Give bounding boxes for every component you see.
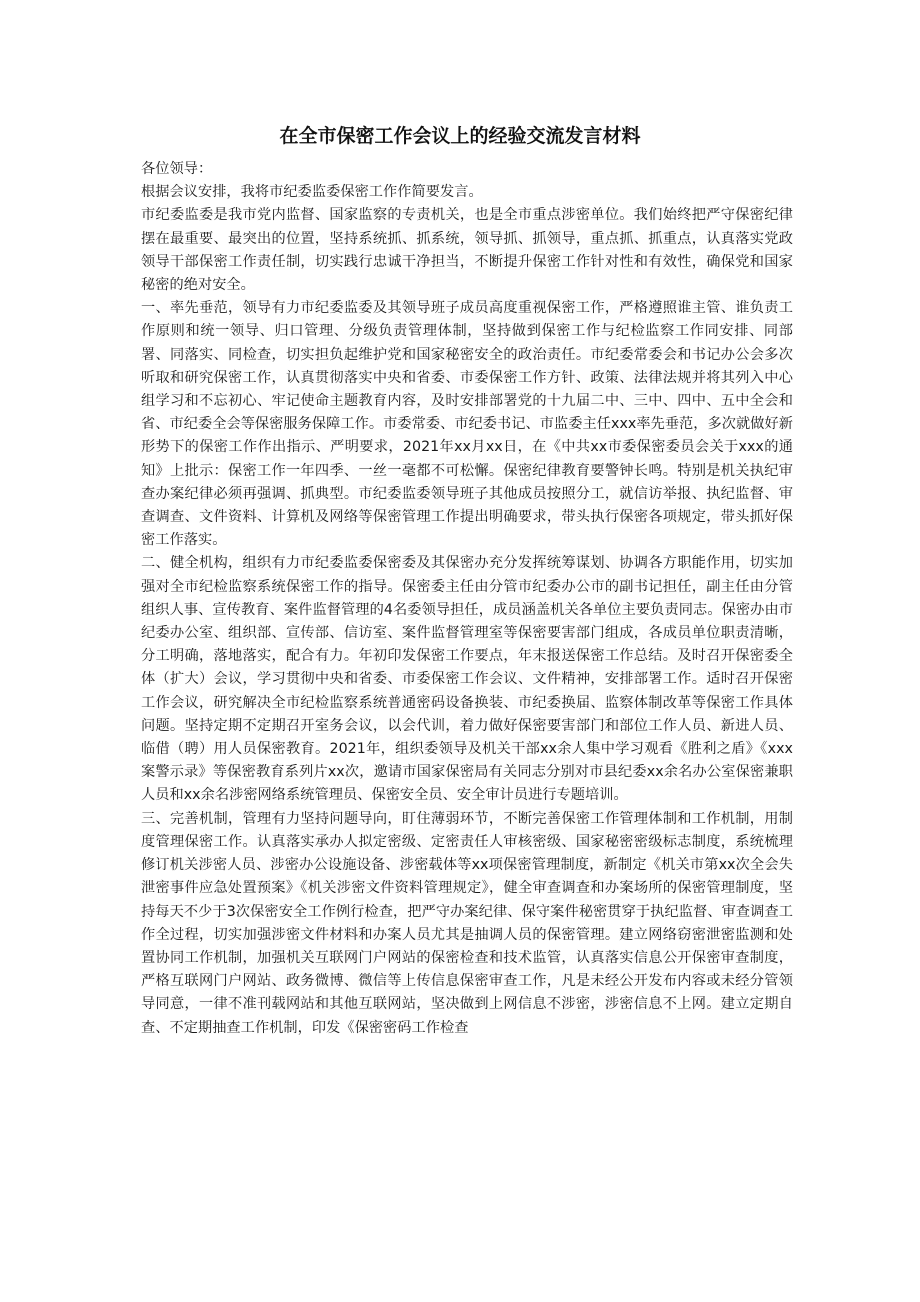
paragraph-section-one: 一、率先垂范，领导有力市纪委监委及其领导班子成员高度重视保密工作，严格遵照谁主管、谁负责工作原则和统一领导、归口管理、分级负责管理体制，坚持做到保密工作与纪检监察工作同安排、同部署、同落实、同检查，切实担负起维护党和国家秘密安全的政治责任。市纪委常委会和书记办公会多次听取和研究保密工作，认真贯彻落实中央和省委、市委保密工作方针、政策、法律法规并将其列入中心组学习和不忘初心、牢记使命主题教育内容，及时安排部署党的十九届二中、三中、四中、五中全会和省、市纪委全会等保密服务保障工作。市委常委、市纪委书记、市监委主任xxx率先垂范，多次就做好新形势下的保密工作作出指示、严明要求，2021年xx月xx日，在《中共xx市委保密委员会关于xxx的通知》上批示：保密工作一年四季、一丝一毫都不可松懈。保密纪律教育要警钟长鸣。特别是机关执纪审查办案纪律必须再强调、抓典型。市纪委监委领导班子其他成员按照分工，就信访举报、执纪监督、审查调查、文件资料、计算机及网络等保密管理工作提出明确要求，带头执行保密各项规定，带头抓好保密工作落实。 bbox=[141, 300, 793, 549]
document-title: 在全市保密工作会议上的经验交流发言材料 bbox=[279, 125, 641, 147]
paragraph-section-three: 三、完善机制，管理有力坚持问题导向，盯住薄弱环节，不断完善保密工作管理体制和工作机制，用制度管理保密工作。认真落实承办人拟定密级、定密责任人审核密级、国家秘密密级标志制度，系统梳理修订机关涉密人员、涉密办公设施设备、涉密载体等xx项保密管理制度，新制定《机关市第xx次全会失泄密事件应急处置预案》《机关涉密文件资料管理规定》，健全审查调查和办案场所的保密管理制度，坚持每天不少于3次保密安全工作例行检查，把严守办案纪律、保守案件秘密贯穿于执纪监督、审查调查工作全过程，切实加强涉密文件材料和办案人员尤其是抽调人员的保密管理。建立网络窃密泄密监测和处置协同工作机制，加强机关互联网门户网站的保密检查和技术监管，认真落实信息公开保密审查制度，严格互联网门户网站、政务微博、微信等上传信息保密审查工作，凡是未经公开发布内容或未经分管领导同意，一律不准刊载网站和其他互联网站，坚决做到上网信息不涉密，涉密信息不上网。建立定期自查、不定期抽查工作机制，印发《保密密码工作检查 bbox=[141, 810, 793, 1036]
paragraph-intro: 根据会议安排，我将市纪委监委保密工作作简要发言。 bbox=[141, 184, 483, 201]
document-body bbox=[141, 158, 793, 1040]
paragraph-overview: 市纪委监委是我市党内监督、国家监察的专责机关，也是全市重点涉密单位。我们始终把严守保密纪律摆在最重要、最突出的位置，坚持系统抓、抓系统，领导抓、抓领导，重点抓、抓重点，认真落实党政领导干部保密工作责任制，切实践行忠诚干净担当，不断提升保密工作针对性和有效性，确保党和国家秘密的绝对安全。 bbox=[141, 207, 793, 294]
paragraph-section-two: 二、健全机构，组织有力市纪委监委保密委及其保密办充分发挥统筹谋划、协调各方职能作用，切实加强对全市纪检监察系统保密工作的指导。保密委主任由分管市纪委办公市的副书记担任，副主任由分管组织人事、宣传教育、案件监督管理的4名委领导担任，成员涵盖机关各单位主要负责同志。保密办由市纪委办公室、组织部、宣传部、信访室、案件监督管理室等保密要害部门组成，各成员单位职责清晰，分工明确，落地落实，配合有力。年初印发保密工作要点，年末报送保密工作总结。及时召开保密委全体（扩大）会议，学习贯彻中央和省委、市委保密工作会议、文件精神，安排部署工作。适时召开保密工作会议，研究解决全市纪检监察系统普通密码设备换装、市纪委换届、监察体制改革等保密工作具体问题。坚持定期不定期召开室务会议，以会代训，着力做好保密要害部门和部位工作人员、新进人员、临借（聘）用人员保密教育。2021年，组织委领导及机关干部xx余人集中学习观看《胜利之盾》《xxx案警示录》等保密教育系列片xx次，邀请市国家保密局有关同志分别对市县纪委xx余名办公室保密兼职人员和xx余名涉密网络系统管理员、保密安全员、安全审计员进行专题培训。 bbox=[141, 555, 793, 804]
salutation: 各位领导： bbox=[141, 161, 213, 177]
